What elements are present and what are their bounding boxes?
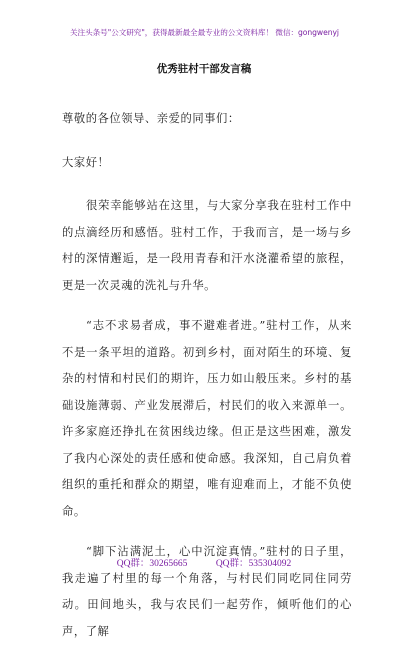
paragraph-1: 很荣幸能够站在这里，与大家分享我在驻村工作中的点滴经历和感悟。驻村工作，于我而言，是一场与乡村的深情邂逅，是一段用青春和汗水浇灌希望的旅程，更是一次灵魂的洗礼与升华。	[62, 199, 352, 292]
document-title: 优秀驻村干部发言稿	[156, 63, 252, 75]
paragraph-3: “脚下沾满泥土，心中沉淀真情。”驻村的日子里，我走遍了村里的每一个角落，与村民们同吃同住同劳动。田间地头，我与农民们一起劳作，倾听他们的心声，了解	[62, 545, 352, 638]
footer-qq-group-1: QQ群：30265665	[116, 559, 188, 569]
footer-qq-group-2: QQ群：535304092	[215, 559, 292, 569]
footer	[0, 558, 408, 570]
salutation: 尊敬的各位领导、亲爱的同事们：	[62, 112, 240, 125]
header-banner: 关注头条号"公文研究"，获得最新最全最专业的公文资料库！ 微信：gongwenyj	[70, 28, 339, 37]
greeting: 大家好！	[62, 155, 110, 169]
paragraph-2: “志不求易者成，事不避难者进。”驻村工作，从来不是一条平坦的道路。初到乡村，面对陌生的环境、复杂的村情和村民们的期许，压力如山般压来。乡村的基础设施薄弱、产业发展滞后，村民们的收入来源单一。许多家庭还挣扎在贫困线边缘。但正是这些困难，激发了我内心深处的责任感和使命感。我深知，自己肩负着组织的重托和群众的期望，唯有迎难而上，才能不负使命。	[62, 319, 352, 518]
